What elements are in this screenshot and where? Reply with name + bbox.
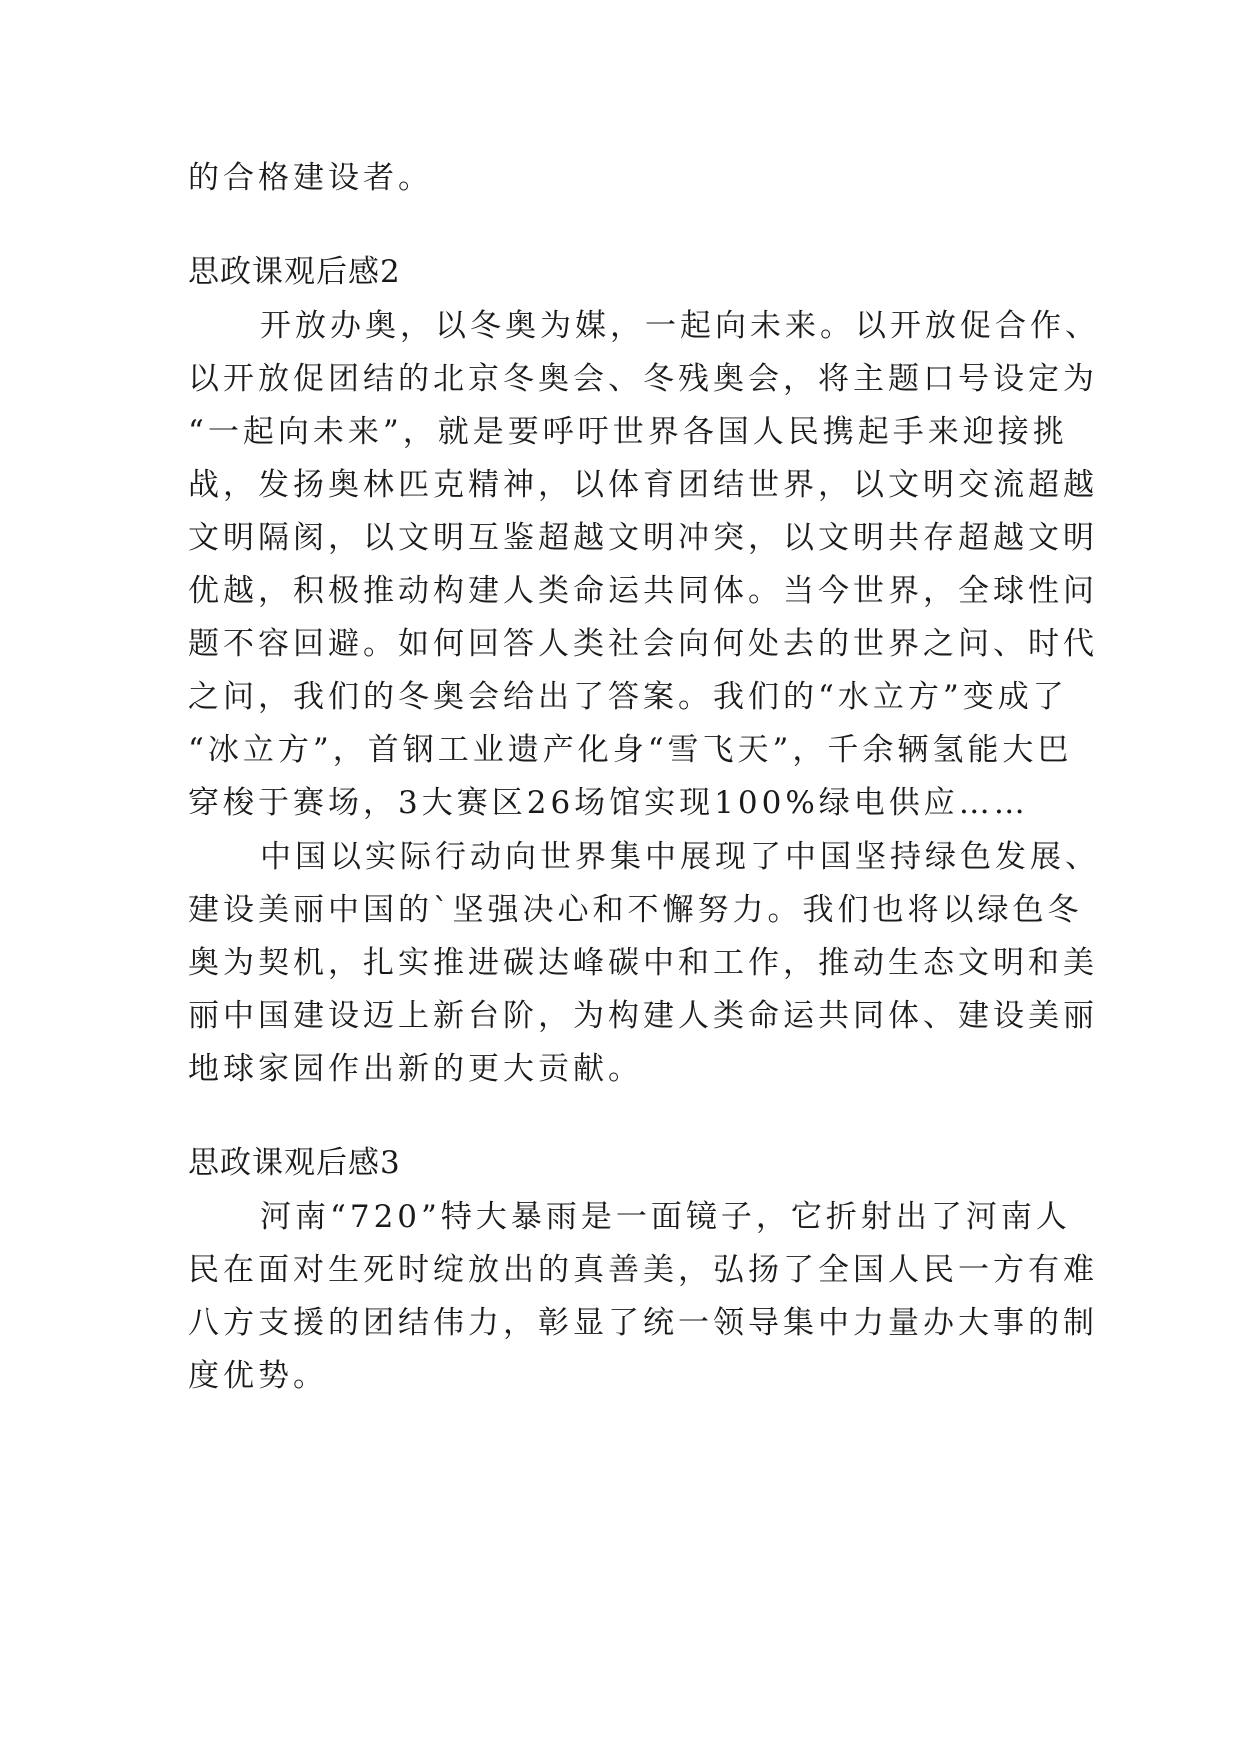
paragraph-line: 河南“720”特大暴雨是一面镜子，它折射出了河南人 — [260, 1199, 1071, 1235]
paragraph-line: “一起向未来”，就是要呼吁世界各国人民携起手来迎接挑 — [188, 414, 1068, 450]
paragraph-line: 民在面对生死时绽放出的真善美，弘扬了全国人民一方有难 — [188, 1252, 1098, 1288]
paragraph-line: 中国以实际行动向世界集中展现了中国坚持绿色发展、 — [260, 839, 1100, 875]
paragraph-line: 优越，积极推动构建人类命运共同体。当今世界，全球性问 — [188, 573, 1098, 609]
paragraph-line: 战，发扬奥林匹克精神，以体育团结世界，以文明交流超越 — [188, 467, 1098, 503]
paragraph-line: 之问，我们的冬奥会给出了答案。我们的“水立方”变成了 — [188, 679, 1068, 715]
paragraph-line: 建设美丽中国的`坚强决心和不懈努力。我们也将以绿色冬 — [188, 892, 1083, 928]
paragraph-line: 丽中国建设迈上新台阶，为构建人类命运共同体、建设美丽 — [188, 998, 1098, 1034]
paragraph-line: 以开放促团结的北京冬奥会、冬残奥会，将主题口号设定为 — [188, 361, 1098, 397]
paragraph-line: 开放办奥，以冬奥为媒，一起向未来。以开放促合作、 — [260, 308, 1100, 344]
section-heading-3: 思政课观后感3 — [188, 1145, 401, 1181]
paragraph-line: 题不容回避。如何回答人类社会向何处去的世界之问、时代 — [188, 626, 1098, 662]
paragraph-line: 地球家园作出新的更大贡献。 — [188, 1051, 643, 1087]
paragraph-line: 穿梭于赛场，3大赛区26场馆实现100%绿电供应…… — [188, 785, 1029, 821]
section-heading-2: 思政课观后感2 — [188, 254, 401, 290]
paragraph-line: “冰立方”，首钢工业遗产化身“雪飞天”，千余辆氢能大巴 — [188, 732, 1073, 768]
paragraph-line: 文明隔阂，以文明互鉴超越文明冲突，以文明共存超越文明 — [188, 520, 1098, 556]
paragraph-line: 度优势。 — [188, 1358, 328, 1394]
continuation-line: 的合格建设者。 — [188, 160, 433, 196]
paragraph-line: 八方支援的团结伟力，彰显了统一领导集中力量办大事的制 — [188, 1305, 1098, 1341]
paragraph-line: 奥为契机，扎实推进碳达峰碳中和工作，推动生态文明和美 — [188, 945, 1098, 981]
